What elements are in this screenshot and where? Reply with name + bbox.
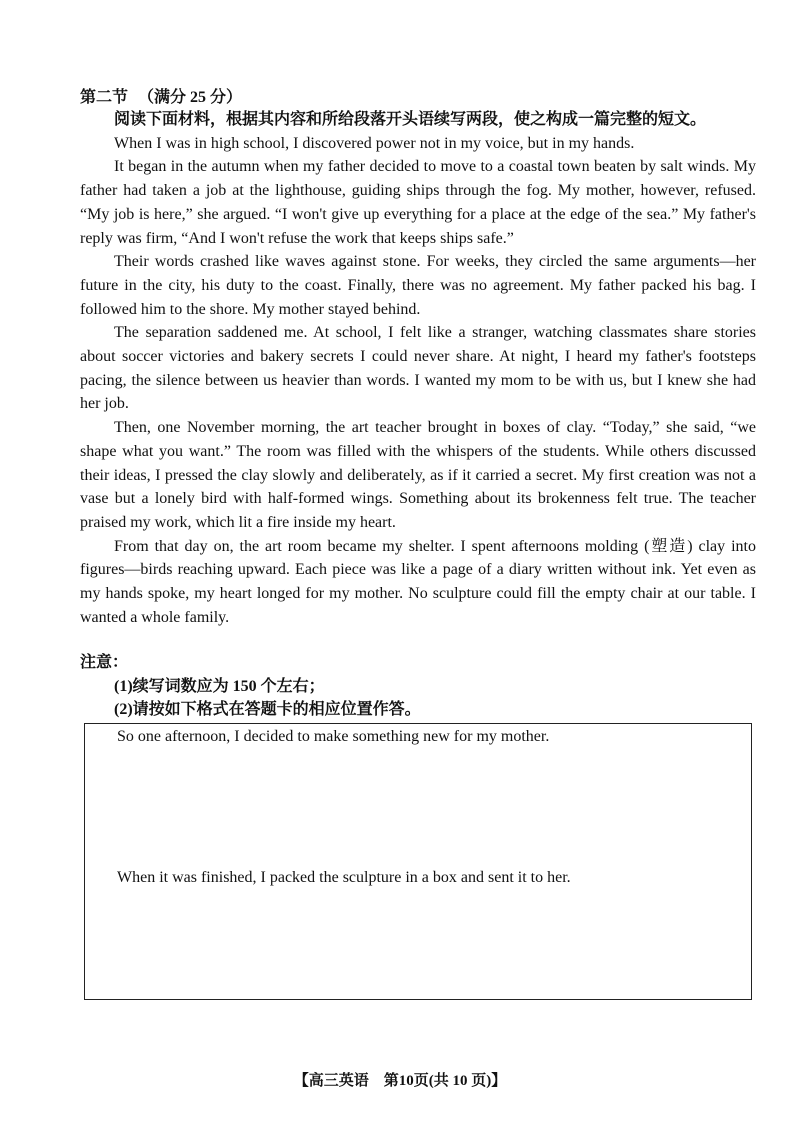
- section-score: （满分 25 分）: [138, 89, 243, 106]
- note-item-format: (2)请按如下格式在答题卡的相应位置作答。: [114, 701, 421, 719]
- story-paragraph-1: When I was in high school, I discovered power not in my voice, but in my hands.: [114, 134, 635, 152]
- story-paragraph-6: From that day on, the art room became my shelter. I spent afternoons molding (塑造) clay into figures—birds reaching upward. Each piece was like a page of a diary written without ink. Yet even as my hands spoke, my heart longed for my mother. No sculpture could fill the empty chair at our table. I wanted a whole family.: [80, 537, 756, 626]
- section-heading: [80, 84, 242, 107]
- notes-section: [80, 651, 756, 722]
- answer-box[interactable]: [84, 723, 752, 1000]
- story-paragraph-5: Then, one November morning, the art teacher brought in boxes of clay. “Today,” she said, “we shape what you want.” The room was filled with the whispers of the students. While others discussed their ideas, I pressed the clay slowly and deliberately, as if it carried a secret. My first creation was not a vase but a lonely bird with half-formed wings. Something about its brokenness felt true. The teacher praised my work, which lit a fire inside my heart.: [80, 419, 756, 531]
- story-paragraph-4: The separation saddened me. At school, I felt like a stranger, watching classmates share stories about soccer victories and bakery secrets I could never share. At night, I heard my father's footsteps pacing, the silence between us heavier than words. I wanted my mom to be with us, but I knew she had her job.: [80, 324, 756, 413]
- paragraph-prompt-2: When it was finished, I packed the sculpture in a box and sent it to her.: [117, 869, 571, 886]
- notes-heading: 注意：: [80, 654, 129, 671]
- task-instruction: 阅读下面材料，根据其内容和所给段落开头语续写两段，使之构成一篇完整的短文。: [114, 111, 707, 128]
- page-footer: 【高三英语 第10页(共 10 页)】: [293, 1073, 507, 1089]
- reading-material: [80, 108, 756, 629]
- story-paragraph-3: Their words crashed like waves against stone. For weeks, they circled the same arguments—her future in the city, his duty to the coast. Finally, there was no agreement. My father packed his bag. I followed him to the shore. My mother stayed behind.: [80, 253, 756, 318]
- section-title: 第二节: [80, 89, 129, 106]
- note-item-word-count: (1)续写词数应为 150 个左右；: [114, 677, 325, 695]
- story-paragraph-2: It began in the autumn when my father decided to move to a coastal town beaten by salt winds. My father had taken a job at the lighthouse, guiding ships through the fog. My mother, however, refused. “My job is here,” she argued. “I won't give up everything for a place at the edge of the sea.” My father's reply was firm, “And I won't refuse the work that keeps ships safe.”: [80, 158, 756, 247]
- paragraph-prompt-1: So one afternoon, I decided to make something new for my mother.: [117, 728, 550, 745]
